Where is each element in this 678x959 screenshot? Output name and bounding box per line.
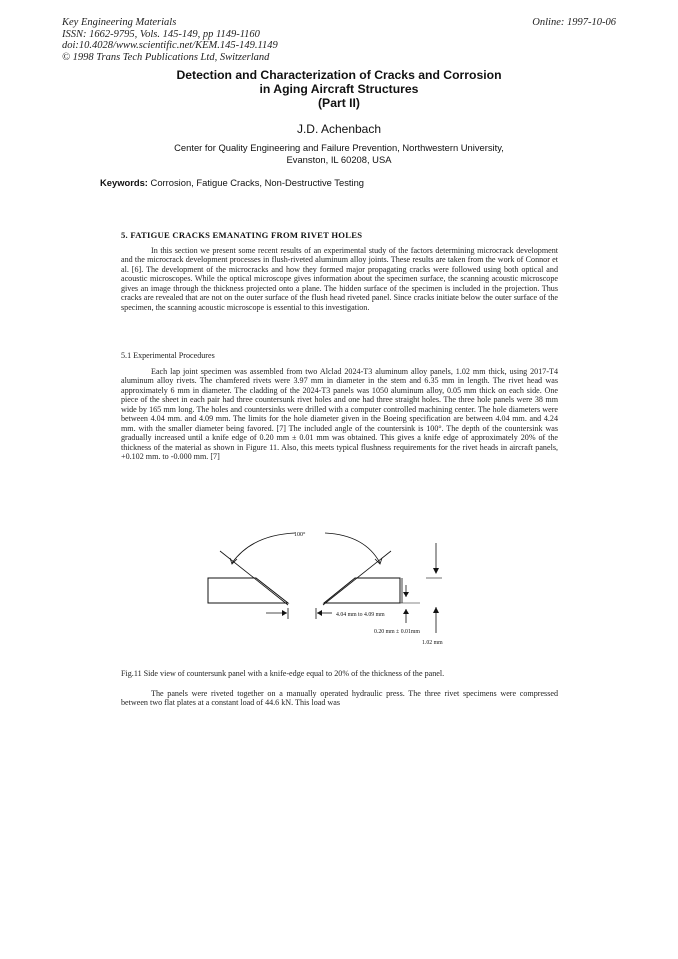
section-heading: 5. FATIGUE CRACKS EMANATING FROM RIVET HOLES (121, 230, 363, 240)
final-paragraph (121, 689, 558, 708)
paper-title (0, 68, 678, 110)
keywords-label: Keywords: (100, 177, 148, 188)
arrowhead-icon (433, 607, 439, 613)
title-line-3: (Part II) (318, 96, 360, 110)
keywords-text: Corrosion, Fatigue Cracks, Non-Destructive Testing (147, 177, 364, 188)
affiliation-line-1: Center for Quality Engineering and Failure Prevention, Northwestern University, (174, 142, 504, 153)
section-paragraph (121, 246, 558, 312)
header-block (62, 17, 278, 63)
copyright-line: © 1998 Trans Tech Publications Ltd, Switzerland (62, 51, 270, 63)
paragraph-text: Each lap joint specimen was assembled from two Alclad 2024-T3 aluminum alloy panels, 1.02 mm thick, using 2017-T4 aluminum alloy rivets. The chamfered rivets were 3.97 mm in diameter in the stem and 6.35 mm in length. The rivet head was approximately 6 mm in diameter. The cladding of the 2024-T3 panels was 1050 aluminum alloy, 0.05 mm thick on each side. One piece of the sheet in each pair had three countersunk rivet holes and one had three straight holes. The three hole panels were 38 mm wide by 165 mm long. The holes and countersinks were drilled with a computer controlled machining center. The hole diameters were between 4.04 mm. and 4.09 mm. The limits for the hole diameter given in the Boeing specification are between 4.04 mm. and 4.24 mm. with the smaller diameter being favored. [7] The included angle of the countersink is 100°. The depth of the countersink was gradually increased until a knife edge of 0.20 mm ± 0.01 mm was obtained. This gives a knife edge of approximately 20% of the thickness of the material as shown in Figure 11. Also, this meets typical flushness requirements for the rivet heads in aircraft panels, +0.102 mm. to -0.000 mm. [7] (121, 367, 558, 462)
paragraph-text: In this section we present some recent results of an experimental study of the factors determining microcrack development and the microcrack development processes in flush-riveted aluminum alloy joints. These results are taken from the work of Connor et al. [6]. The development of the microcracks and how they formed major propagating cracks were followed using both optical and acoustic microscopes. While the optical microscope gives information about the specimen surface, the scanning acoustic microscope gives an image through the thickness projected onto a plane. The hidden surface of the specimen is included in the projection. Thus cracks are revealed that are not on the outer surface of the flush head riveted panel. Since cracks initiate below the outer surface of the specimen, the scanning acoustic microscope is essential to this investigation. (121, 246, 558, 312)
title-line-1: Detection and Characterization of Cracks and Corrosion (176, 68, 502, 82)
angle-arc-left (232, 533, 295, 563)
arrowhead-icon (433, 568, 439, 574)
knife-edge-label: 0.20 mm ± 0.01mm (374, 629, 420, 635)
paragraph-text: The panels were riveted together on a manually operated hydraulic press. The three rivet specimens were compressed between two flat plates at a constant load of 44.6 kN. This load was (121, 689, 558, 708)
angle-label: 100° (294, 532, 306, 538)
doi-line: doi:10.4028/www.scientific.net/KEM.145-149.1149 (62, 40, 278, 51)
subsection-paragraph (121, 367, 558, 462)
affiliation-line-2: Evanston, IL 60208, USA (286, 153, 392, 165)
arrowhead-icon (317, 610, 322, 616)
issn-line: ISSN: 1662-9795, Vols. 145-149, pp 1149-1160 (62, 28, 260, 40)
angle-arc-right (325, 533, 380, 563)
journal-name: Key Engineering Materials (62, 17, 177, 28)
right-panel (324, 578, 400, 603)
title-line-2: in Aging Aircraft Structures (259, 82, 419, 96)
hole-diameter-label: 4.04 mm to 4.09 mm (336, 612, 385, 618)
online-date: Online: 1997-10-06 (532, 17, 616, 28)
affiliation (0, 142, 678, 165)
arrowhead-icon (403, 609, 409, 614)
countersink-figure (190, 523, 490, 653)
thickness-label: 1.02 mm (422, 640, 443, 646)
author-name: J.D. Achenbach (296, 122, 382, 136)
arrowhead-icon (403, 592, 409, 597)
arrowhead-icon (282, 610, 287, 616)
left-panel (208, 578, 288, 603)
figure-caption: Fig.11 Side view of countersunk panel with a knife-edge equal to 20% of the thickness of the panel. (121, 669, 445, 678)
subsection-heading: 5.1 Experimental Procedures (121, 351, 215, 360)
keywords (100, 177, 364, 188)
